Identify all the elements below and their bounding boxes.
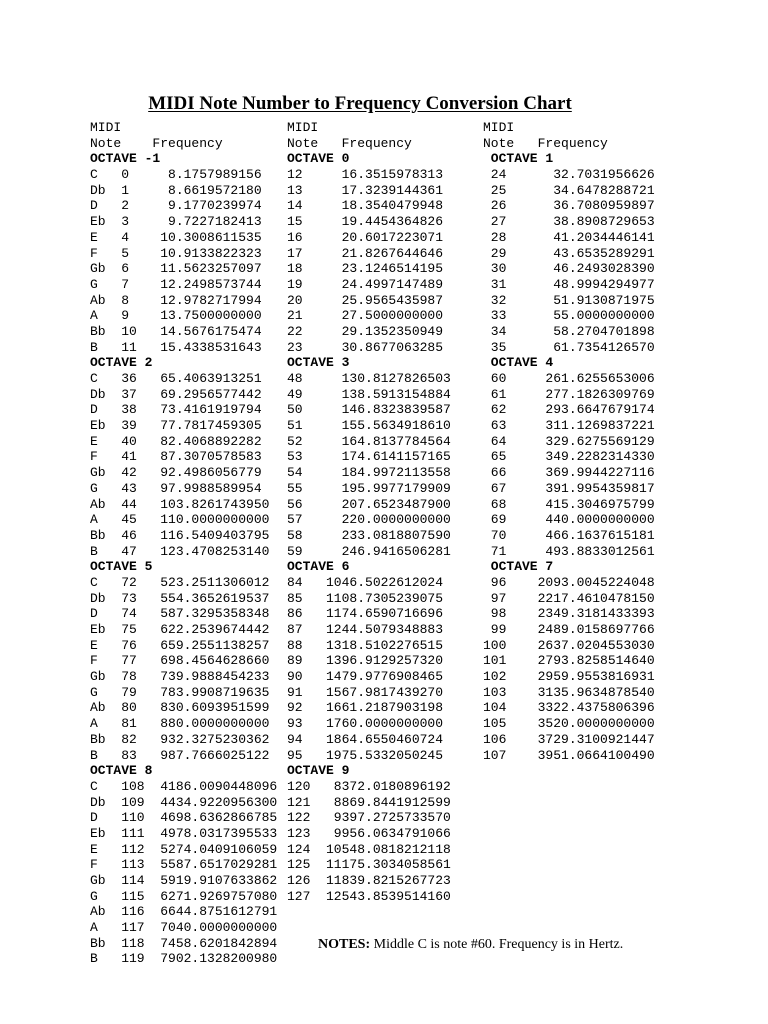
table-row: 63 311.1269837221 — [483, 418, 655, 434]
table-row: A 81 880.0000000000 — [90, 716, 270, 732]
table-row: Bb 118 7458.6201842894 — [90, 935, 278, 951]
table-row: 64 329.6275569129 — [483, 433, 655, 449]
table-row: 27 38.8908729653 — [483, 214, 655, 230]
table-row: E 76 659.2551138257 — [90, 637, 270, 653]
table-row: 68 415.3046975799 — [483, 496, 655, 512]
table-row: 55 195.9977179909 — [287, 480, 451, 496]
table-row: G 115 6271.9269757080 — [90, 888, 278, 904]
table-row: 70 466.1637615181 — [483, 527, 655, 543]
table-row: 32 51.9130871975 — [483, 292, 655, 308]
table-row: 94 1864.6550460724 — [287, 731, 444, 747]
table-row: 26 36.7080959897 — [483, 198, 655, 214]
table-row: 53 174.6141157165 — [287, 449, 451, 465]
table-row: 90 1479.9776908465 — [287, 669, 444, 685]
table-row: E 40 82.4068892282 — [90, 433, 262, 449]
table-row: 13 17.3239144361 — [287, 182, 444, 198]
table-row: Db 109 4434.9220956300 — [90, 794, 278, 810]
table-row: 65 349.2282314330 — [483, 449, 655, 465]
chart-column-1 — [90, 120, 277, 967]
table-row: 17 21.8267644646 — [287, 245, 444, 261]
table-row: Gb 42 92.4986056779 — [90, 465, 262, 481]
table-row: Ab 80 830.6093951599 — [90, 700, 270, 716]
octave-heading: OCTAVE 2 — [90, 355, 153, 371]
table-row: 97 2217.4610478150 — [483, 590, 655, 606]
table-row: 20 25.9565435987 — [287, 292, 444, 308]
table-row: Eb 75 622.2539674442 — [90, 622, 270, 637]
table-row: Bb 46 116.5409403795 — [90, 527, 270, 543]
table-row: 33 55.0000000000 — [483, 308, 655, 324]
table-row: 127 12543.8539514160 — [287, 888, 451, 904]
table-row: Db 1 8.6619572180 — [90, 182, 262, 198]
table-row: 84 1046.5022612024 — [287, 574, 444, 590]
table-row: Ab 8 12.9782717994 — [90, 292, 262, 308]
table-row: C 108 4186.0090448096 — [90, 778, 278, 794]
table-row: 24 32.7031956626 — [483, 167, 655, 183]
table-row: 100 2637.0204553030 — [483, 637, 655, 653]
table-row: B 11 15.4338531643 — [90, 339, 262, 355]
table-row: B 119 7902.1328200980 — [90, 951, 278, 967]
table-row: C 72 523.2511306012 — [90, 574, 270, 590]
table-row: Eb 3 9.7227182413 — [90, 214, 262, 230]
table-row: D 2 9.1770239974 — [90, 198, 262, 214]
table-row: F 41 87.3070578583 — [90, 449, 262, 465]
table-row: 106 3729.3100921447 — [483, 731, 655, 747]
table-row: 126 11839.8215267723 — [287, 873, 451, 888]
table-row: 121 8869.8441912599 — [287, 794, 451, 810]
table-row: 107 3951.0664100490 — [483, 747, 655, 763]
table-row: D 38 73.4161919794 — [90, 402, 262, 418]
chart-column-3 — [483, 120, 655, 763]
table-row: 19 24.4997147489 — [287, 276, 444, 292]
column-header-midi: MIDI — [287, 120, 319, 135]
column-header-note-frequency: Note Frequency — [90, 135, 223, 151]
table-row: D 110 4698.6362866785 — [90, 810, 278, 826]
table-row: G 79 783.9908719635 — [90, 684, 270, 700]
table-row: Eb 39 77.7817459305 — [90, 418, 262, 434]
table-row: 34 58.2704701898 — [483, 323, 655, 339]
notes — [318, 937, 623, 953]
table-row: 99 2489.0158697766 — [483, 622, 655, 637]
table-row: 52 164.8137784564 — [287, 433, 451, 449]
table-row: Db 37 69.2956577442 — [90, 386, 262, 402]
table-row: D 74 587.3295358348 — [90, 606, 270, 622]
table-row: 28 41.2034446141 — [483, 229, 655, 245]
table-row: 14 18.3540479948 — [287, 198, 444, 214]
table-row: Ab 116 6644.8751612791 — [90, 904, 278, 920]
table-row: Bb 82 932.3275230362 — [90, 731, 270, 747]
table-row: 12 16.3515978313 — [287, 167, 444, 183]
column-header-midi: MIDI — [90, 120, 122, 135]
table-row: Db 73 554.3652619537 — [90, 590, 270, 606]
table-row: 85 1108.7305239075 — [287, 590, 444, 606]
table-row: 35 61.7354126570 — [483, 339, 655, 355]
table-row: 95 1975.5332050245 — [287, 747, 444, 763]
table-row: G 43 97.9988589954 — [90, 480, 262, 496]
table-row: 15 19.4454364826 — [287, 214, 444, 230]
table-row: 71 493.8833012561 — [483, 543, 655, 559]
table-row: F 5 10.9133822323 — [90, 245, 262, 261]
table-row: 96 2093.0045224048 — [483, 574, 655, 590]
table-row: 123 9956.0634791066 — [287, 825, 451, 841]
table-row: 120 8372.0180896192 — [287, 778, 451, 794]
table-row: E 4 10.3008611535 — [90, 229, 262, 245]
table-row: A 45 110.0000000000 — [90, 512, 270, 528]
table-row: 31 48.9994294977 — [483, 276, 655, 292]
table-row: 48 130.8127826503 — [287, 371, 451, 386]
table-row: C 0 8.1757989156 — [90, 167, 262, 183]
table-row: 69 440.0000000000 — [483, 512, 655, 528]
octave-heading: OCTAVE 0 — [287, 151, 350, 167]
table-row: 98 2349.3181433393 — [483, 606, 655, 622]
column-header-note-frequency: Note Frequency — [287, 135, 412, 151]
table-row: 93 1760.0000000000 — [287, 716, 444, 732]
table-row: B 47 123.4708253140 — [90, 543, 270, 559]
table-row: C 36 65.4063913251 — [90, 371, 262, 386]
column-header-midi: MIDI — [483, 120, 515, 135]
table-row: Gb 6 11.5623257097 — [90, 261, 262, 277]
table-row: 49 138.5913154884 — [287, 386, 451, 402]
table-row: 21 27.5000000000 — [287, 308, 444, 324]
table-row: F 113 5587.6517029281 — [90, 857, 278, 873]
table-row: Ab 44 103.8261743950 — [90, 496, 270, 512]
table-row: Gb 114 5919.9107633862 — [90, 873, 278, 888]
table-row: 29 43.6535289291 — [483, 245, 655, 261]
table-row: 51 155.5634918610 — [287, 418, 451, 434]
table-row: 91 1567.9817439270 — [287, 684, 444, 700]
table-row: 59 246.9416506281 — [287, 543, 451, 559]
octave-heading: OCTAVE 6 — [287, 559, 350, 575]
table-row: Bb 10 14.5676175474 — [90, 323, 262, 339]
octave-heading: OCTAVE 4 — [483, 355, 554, 371]
table-row: B 83 987.7666025122 — [90, 747, 270, 763]
table-row: 57 220.0000000000 — [287, 512, 451, 528]
table-row: 54 184.9972113558 — [287, 465, 451, 481]
table-row: 22 29.1352350949 — [287, 323, 444, 339]
notes-label: NOTES: — [318, 937, 371, 952]
table-row: 103 3135.9634878540 — [483, 684, 655, 700]
table-row: 89 1396.9129257320 — [287, 653, 444, 669]
table-row: 67 391.9954359817 — [483, 480, 655, 496]
table-row: 86 1174.6590716696 — [287, 606, 444, 622]
table-row: 61 277.1826309769 — [483, 386, 655, 402]
table-row: Gb 78 739.9888454233 — [90, 669, 270, 685]
table-row: 56 207.6523487900 — [287, 496, 451, 512]
table-row: A 9 13.7500000000 — [90, 308, 262, 324]
octave-heading: OCTAVE 7 — [483, 559, 554, 575]
octave-heading: OCTAVE 5 — [90, 559, 153, 575]
table-row: A 117 7040.0000000000 — [90, 920, 278, 936]
table-row: 62 293.6647679174 — [483, 402, 655, 418]
table-row: 87 1244.5079348883 — [287, 622, 444, 637]
table-row: 23 30.8677063285 — [287, 339, 444, 355]
table-row: F 77 698.4564628660 — [90, 653, 270, 669]
table-row: 60 261.6255653006 — [483, 371, 655, 386]
table-row: 104 3322.4375806396 — [483, 700, 655, 716]
octave-heading: OCTAVE 3 — [287, 355, 350, 371]
table-row: 16 20.6017223071 — [287, 229, 444, 245]
table-row: 125 11175.3034058561 — [287, 857, 451, 873]
table-row: 124 10548.0818212118 — [287, 841, 451, 857]
table-row: 105 3520.0000000000 — [483, 716, 655, 732]
table-row: G 7 12.2498573744 — [90, 276, 262, 292]
column-header-note-frequency: Note Frequency — [483, 135, 608, 151]
table-row: 88 1318.5102276515 — [287, 637, 444, 653]
table-row: 101 2793.8258514640 — [483, 653, 655, 669]
table-row: 92 1661.2187903198 — [287, 700, 444, 716]
chart-column-2 — [287, 120, 451, 904]
table-row: 25 34.6478288721 — [483, 182, 655, 198]
notes-text: Middle C is note #60. Frequency is in Hertz. — [370, 937, 624, 952]
table-row: Eb 111 4978.0317395533 — [90, 825, 278, 841]
octave-heading: OCTAVE 1 — [483, 151, 554, 167]
table-row: 66 369.9944227116 — [483, 465, 655, 481]
octave-heading: OCTAVE -1 — [90, 151, 161, 167]
table-row: 30 46.2493028390 — [483, 261, 655, 277]
octave-heading: OCTAVE 8 — [90, 763, 153, 779]
table-row: 50 146.8323839587 — [287, 402, 451, 418]
page-title: MIDI Note Number to Frequency Conversion Chart — [148, 93, 572, 114]
table-row: 58 233.0818807590 — [287, 527, 451, 543]
octave-heading: OCTAVE 9 — [287, 763, 350, 779]
table-row: 18 23.1246514195 — [287, 261, 444, 277]
table-row: 102 2959.9553816931 — [483, 669, 655, 685]
table-row: E 112 5274.0409106059 — [90, 841, 278, 857]
table-row: 122 9397.2725733570 — [287, 810, 451, 826]
